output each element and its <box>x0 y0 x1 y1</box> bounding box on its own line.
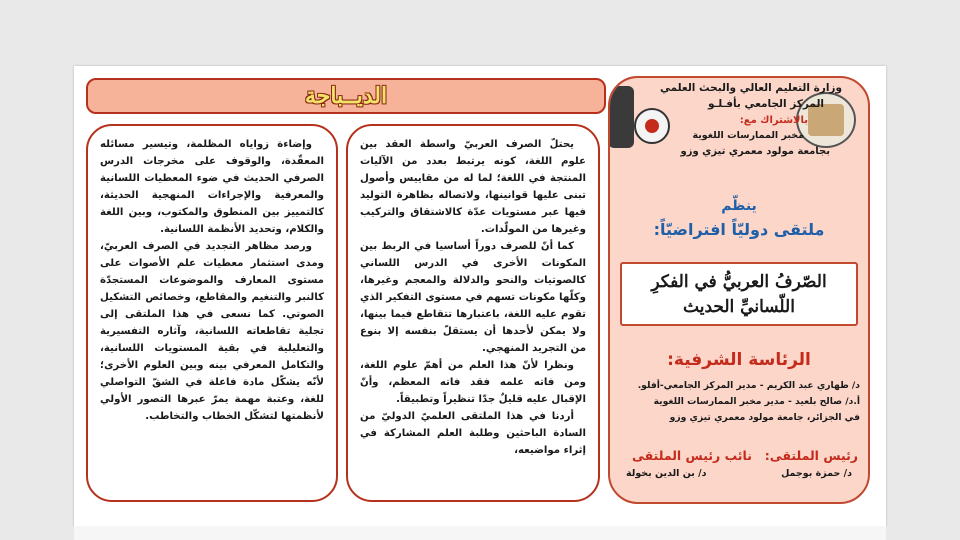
ministry-name: وزارة التعليم العالي والبحث العلمي <box>659 82 842 94</box>
forum-head-role: رئيس الملتقى: <box>764 448 858 463</box>
lab-name: مخبر الممارسات اللغوية <box>692 130 804 141</box>
honorary-member: أ.د/ صالح بلعيد - مدير مخبر الممارسات اللغوية <box>653 396 860 407</box>
center-name: المركز الجامعي بأفـلـو <box>708 98 824 110</box>
text-column-right <box>346 124 600 502</box>
organizer-panel <box>608 76 870 504</box>
partnership-label: بالاشتراك مع: <box>739 115 808 126</box>
next-page-edge <box>74 526 886 540</box>
university-name: بجامعة مولود معمري تيزي وزو <box>680 146 830 157</box>
topic-line-2: اللّسانيِّ الحديث <box>683 297 795 317</box>
paragraph: كما أنّ للصرف دوراً أساسيا في الربط بين المكونات الأخرى في الدرس اللساني كالصوتيات والنحو والدلالة والمعجم وغيرها، وكلّها مكونات تسهم في مستوى التفكير الذي تقوم عليه اللغة، باعتبارها تتقاطع فيما بينها، ولا يمكن لأحدها أن يستقلّ بنفسه إلا بنوع من التجريد المنهجي. <box>360 241 586 354</box>
paragraph: أردنا في هذا الملتقى العلميّ الدوليّ من السادة الباحثين وطلبة العلم المشاركة في إثراء مواضيعه، <box>360 411 586 456</box>
organizes-label: ينظّم <box>721 198 757 214</box>
paragraph: ونظرا لأنّ هذا العلم من أهمّ علوم اللغة، ومن فاته علمه فقد فاته المعظم، وأنّ الإقبال عليه قليلٌ جدّا تنظيراً وتطبيقاً. <box>360 360 586 405</box>
honorary-presidency-title: الرئاسة الشرفية: <box>667 350 811 370</box>
preamble-title: الديــباجة <box>304 83 388 109</box>
topic-line-1: الصّرفُ العربيُّ في الفكرِ <box>651 272 827 292</box>
honorary-member: في الجزائر، جامعة مولود معمري تيزي وزو <box>669 412 860 423</box>
text-column-left <box>86 124 338 502</box>
preamble-title-banner <box>86 78 606 114</box>
honorary-member: د/ طهاري عبد الكريم - مدير المركز الجامعي-أفلو. <box>637 380 860 391</box>
forum-topic-box <box>620 262 858 326</box>
paragraph: وإضاءة زواياه المظلمة، وتيسير مسائله المعقّدة، والوقوف على مخرجات الدرس الصرفي الحديث في ضوء المعطيات اللسانية والمعرفية والإجراءات المنهجية الحديثة، كالتمييز بين المنطوق والمكتوب، وبين اللغة والكلام، وتحديد الأنظمة اللسانية. <box>100 139 324 235</box>
forum-head-name: د/ حمزة بوجمل <box>781 468 852 479</box>
paragraph: ورصد مظاهر التجديد في الصرف العربيّ، ومدى استثمار معطيات علم الأصوات على مستوى المعارف والموضوعات المستجدّة كالنبر والتنغيم والمقاطع، وخصائص التشكيل الصوتي. كما نسعى في هذا الملتقى إلى تجلية تقاطعاته اللسانية، وآثاره التفسيرية والتعليلية في بقية المستويات اللسانية، والتكامل المعرفي بينه وبين العلوم الأخرى؛ لأنّه يشكّل مادة فاعلة في الشقّ التواصلي للغة، وعتبة مهمة يمرّ عبرها التصور الأولي لأنظمتها لتشكّل الخطاب والتخاطب. <box>100 241 324 422</box>
forum-vice-role: نائب رئيس الملتقى <box>632 448 752 463</box>
forum-label: ملتقى دوليّاً افتراضيّاً: <box>653 220 825 239</box>
paragraph: يحتلّ الصرف العربيّ واسطة العقد بين علوم اللغة، كونه يرتبط بعدد من الآليات المنتجة في اللغة؛ لما له من مقاييس وأصول تبنى عليها قوانينها، ولاتصاله بظاهرة التوليد فيها عبر مستويات عدّة كالاشتقاق والتركيب وغيرها من المولّدات. <box>360 139 586 235</box>
forum-vice-name: د/ بن الدين بخولة <box>626 468 707 479</box>
